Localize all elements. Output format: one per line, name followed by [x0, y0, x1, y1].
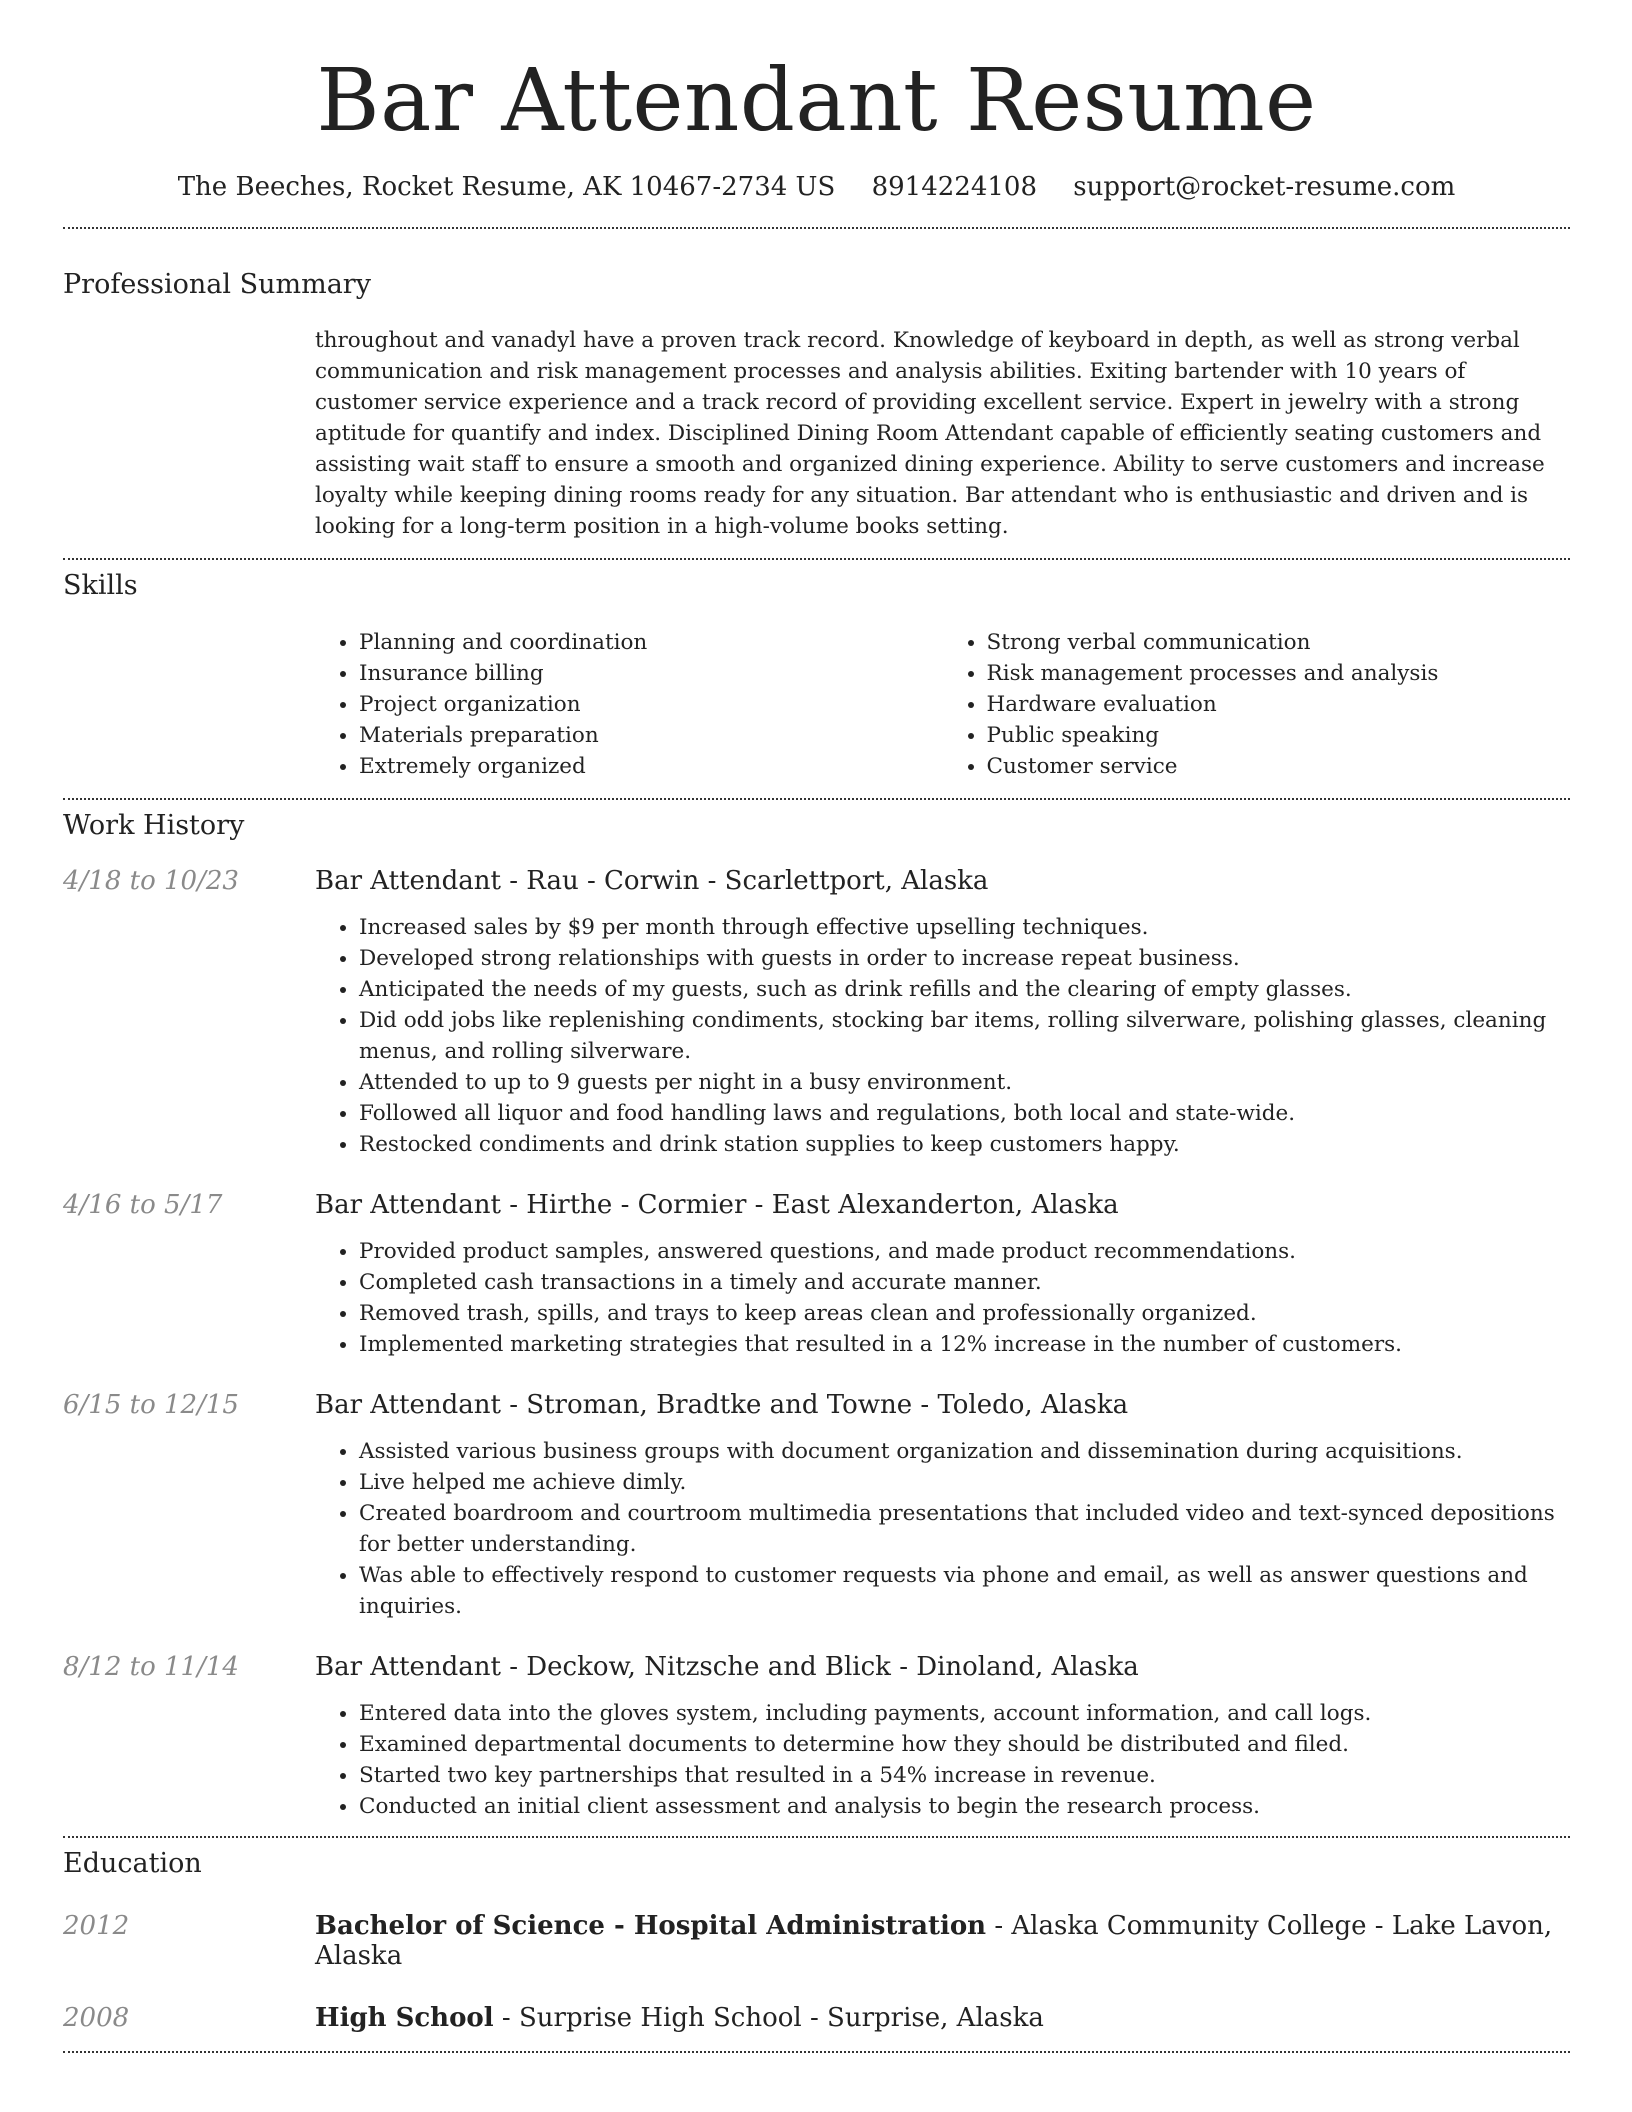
job-header [63, 1652, 1570, 1682]
job-bullets [315, 912, 1570, 1160]
job-bullets [315, 1436, 1570, 1622]
skill-item: • Insurance billing [359, 658, 943, 689]
skill-item: • Public speaking [987, 720, 1571, 751]
education-title [315, 1911, 1570, 1971]
job-title: Bar Attendant - Rau - Corwin - Scarlettport, Alaska [315, 866, 989, 897]
skill-item: • Risk management processes and analysis [987, 658, 1571, 689]
skill-item: • Project organization [359, 689, 943, 720]
resume-page [63, 0, 1570, 2053]
job-bullet: • Implemented marketing strategies that resulted in a 12% increase in the number of customers. [359, 1329, 1570, 1360]
job-entry [63, 866, 1570, 1160]
job-dates: 4/16 to 5/17 [63, 1190, 223, 1221]
education-school: - Alaska Community College - Lake Lavon, Alaska [315, 1910, 1553, 1971]
resume-title: Bar Attendant Resume [316, 51, 1317, 151]
section-title-summary: Professional Summary [63, 268, 371, 300]
job-bullet: • Assisted various business groups with document organization and dissemination during acquisitions. [359, 1436, 1570, 1467]
skill-item: • Hardware evaluation [987, 689, 1571, 720]
job-dates: 8/12 to 11/14 [63, 1652, 239, 1683]
divider [63, 798, 1570, 800]
education-title [315, 2003, 1044, 2033]
skill-item: • Extremely organized [359, 751, 943, 782]
contact-line [63, 171, 1570, 205]
job-dates: 4/18 to 10/23 [63, 866, 239, 897]
section-title-work: Work History [63, 809, 245, 841]
job-bullet: • Removed trash, spills, and trays to keep areas clean and professionally organized. [359, 1298, 1570, 1329]
job-bullet: • Restocked condiments and drink station supplies to keep customers happy. [359, 1129, 1570, 1160]
job-bullet: • Started two key partnerships that resulted in a 54% increase in revenue. [359, 1760, 1570, 1791]
section-title-education: Education [63, 1848, 202, 1880]
education-school: - Surprise High School - Surprise, Alaska [493, 2002, 1044, 2033]
divider [63, 2051, 1570, 2053]
divider [63, 558, 1570, 560]
education-degree: Bachelor of Science - Hospital Administration [315, 1910, 987, 1941]
job-bullet: • Created boardroom and courtroom multimedia presentations that included video and text-synced depositions for better understanding. [359, 1498, 1570, 1560]
job-entry [63, 1652, 1570, 1822]
skills-list [315, 627, 1570, 782]
job-bullet: • Provided product samples, answered questions, and made product recommendations. [359, 1236, 1570, 1267]
job-header [63, 1390, 1570, 1420]
job-entry [63, 1190, 1570, 1360]
summary-text: throughout and vanadyl have a proven track record. Knowledge of keyboard in depth, as well as strong verbal communication and risk management processes and analysis abilities. Exiting bartender with 10 years of customer service experience and a track record of providing excellent service. Expert in jewelry with a strong aptitude for quantify and index. Disciplined Dining Room Attendant capable of efficiently seating customers and assisting wait staff to ensure a smooth and organized dining experience. Ability to serve customers and increase loyalty while keeping dining rooms ready for any situation. Bar attendant who is enthusiastic and driven and is looking for a long-term position in a high-volume books setting. [315, 328, 1545, 540]
job-bullet: • Anticipated the needs of my guests, such as drink refills and the clearing of empty glasses. [359, 974, 1570, 1005]
divider [63, 1836, 1570, 1838]
job-title: Bar Attendant - Deckow, Nitzsche and Blick - Dinoland, Alaska [315, 1652, 1139, 1683]
job-bullets [315, 1236, 1570, 1360]
skills-column-right [943, 627, 1571, 782]
contact-address: The Beeches, Rocket Resume, AK 10467-2734 US [177, 172, 836, 203]
job-bullet: • Entered data into the gloves system, including payments, account information, and call logs. [359, 1698, 1570, 1729]
job-bullet: • Did odd jobs like replenishing condiments, stocking bar items, rolling silverware, polishing glasses, cleaning menus, and rolling silverware. [359, 1005, 1570, 1067]
job-bullet: • Was able to effectively respond to customer requests via phone and email, as well as answer questions and inquiries. [359, 1560, 1570, 1622]
skill-item: • Customer service [987, 751, 1571, 782]
skill-item: • Planning and coordination [359, 627, 943, 658]
section-title-skills: Skills [63, 570, 138, 602]
job-header [63, 866, 1570, 896]
education-entry [63, 2003, 1570, 2033]
job-header [63, 1190, 1570, 1220]
job-bullet: • Live helped me achieve dimly. [359, 1467, 1570, 1498]
skills-column-left [315, 627, 943, 782]
education-entry [63, 1911, 1570, 1971]
education-degree: High School [315, 2002, 494, 2033]
job-entry [63, 1390, 1570, 1622]
divider [63, 227, 1570, 229]
job-bullet: • Followed all liquor and food handling laws and regulations, both local and state-wide. [359, 1098, 1570, 1129]
job-bullet: • Attended to up to 9 guests per night in a busy environment. [359, 1067, 1570, 1098]
job-title: Bar Attendant - Hirthe - Cormier - East Alexanderton, Alaska [315, 1190, 1119, 1221]
education-year: 2008 [63, 2002, 130, 2033]
summary-body [315, 325, 1570, 542]
job-bullet: • Developed strong relationships with guests in order to increase repeat business. [359, 943, 1570, 974]
skill-item: • Strong verbal communication [987, 627, 1571, 658]
contact-phone: 8914224108 [871, 172, 1037, 203]
job-bullet: • Completed cash transactions in a timely and accurate manner. [359, 1267, 1570, 1298]
job-bullet: • Increased sales by $9 per month through effective upselling techniques. [359, 912, 1570, 943]
job-title: Bar Attendant - Stroman, Bradtke and Towne - Toledo, Alaska [315, 1390, 1129, 1421]
job-bullets [315, 1698, 1570, 1822]
job-bullet: • Conducted an initial client assessment and analysis to begin the research process. [359, 1791, 1570, 1822]
contact-email: support@rocket-resume.com [1073, 172, 1456, 203]
job-bullet: • Examined departmental documents to determine how they should be distributed and filed. [359, 1729, 1570, 1760]
education-year: 2012 [63, 1910, 130, 1941]
skill-item: • Materials preparation [359, 720, 943, 751]
job-dates: 6/15 to 12/15 [63, 1390, 239, 1421]
